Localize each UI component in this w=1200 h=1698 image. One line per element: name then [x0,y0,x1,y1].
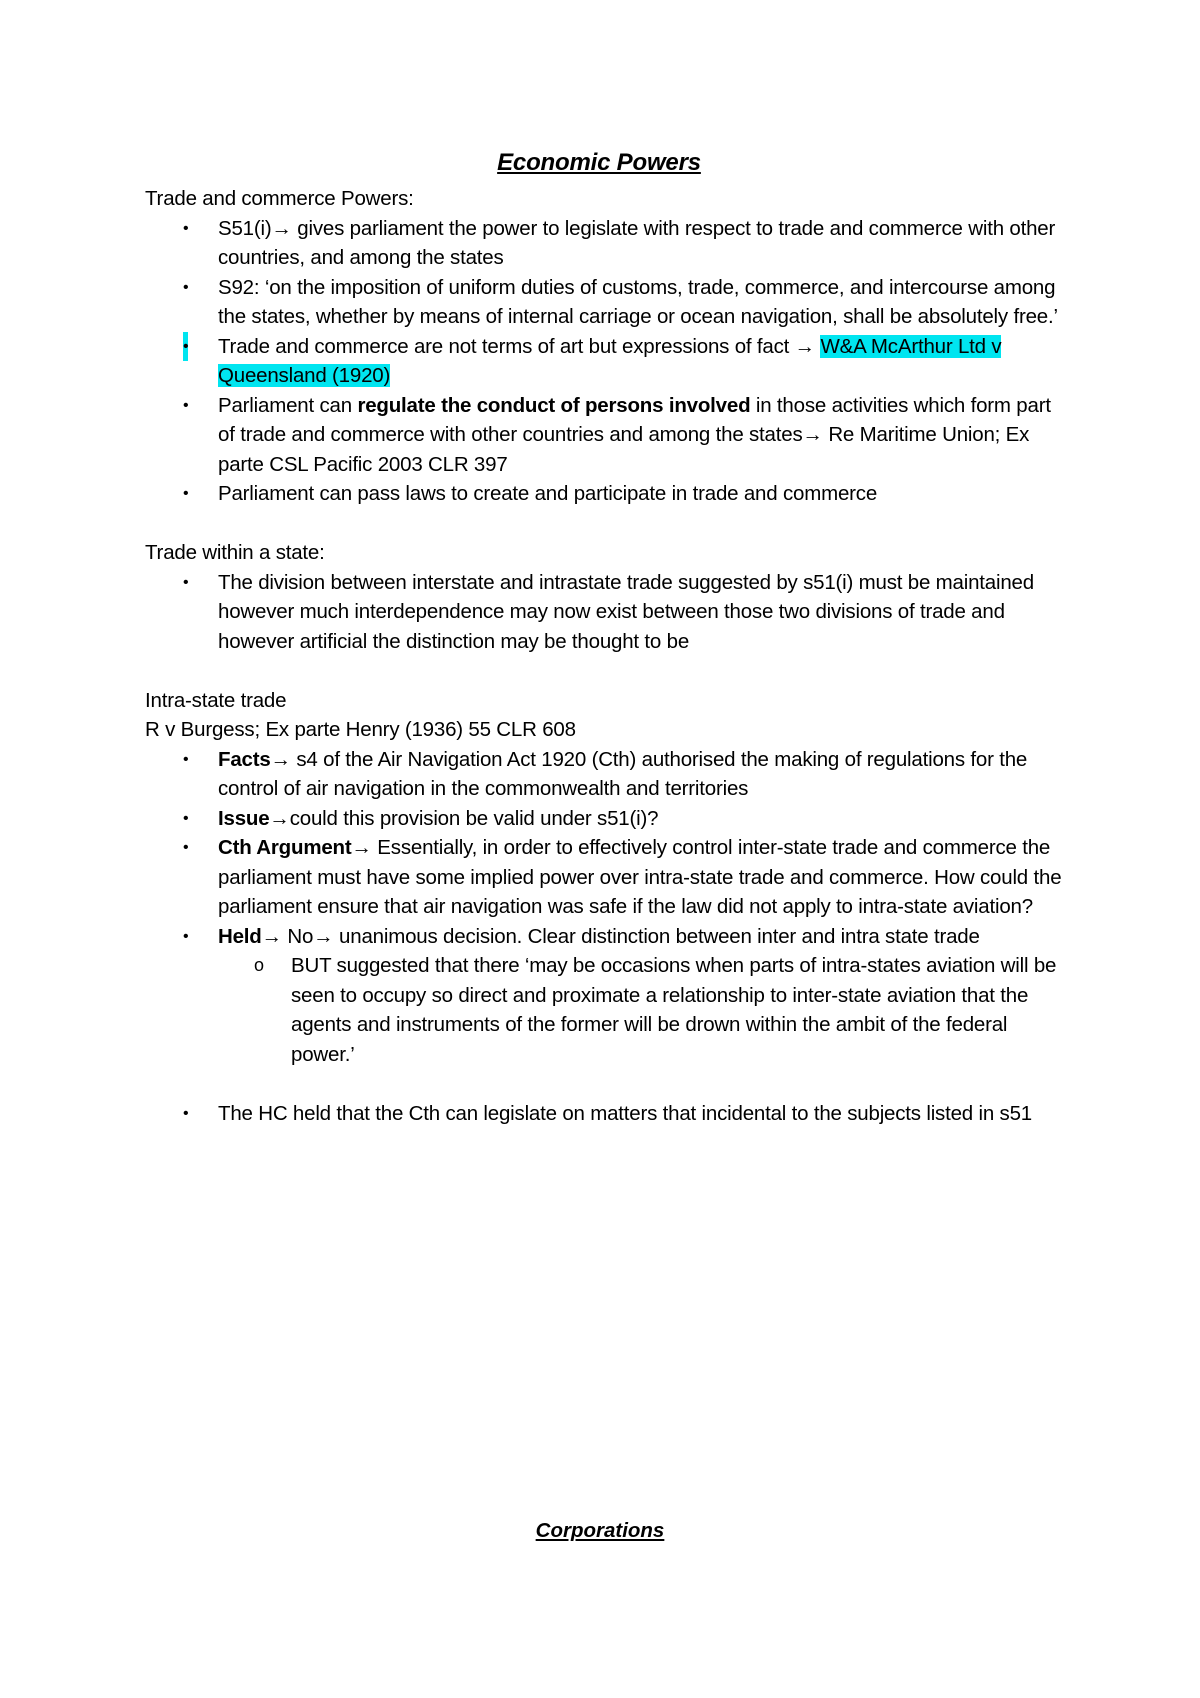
bullet-icon: • [183,332,188,362]
arrow-icon: → [271,216,292,240]
facts-label: Facts [218,747,271,771]
bullet-icon: • [183,278,189,296]
list-item [145,922,1065,1070]
arrow-icon: → [261,924,282,948]
list-item [145,568,1065,657]
bold-text: regulate the conduct of persons involved [357,393,751,417]
case-citation: Re Maritime Union; Ex parte CSL Pacific 2003 CLR 397 [218,423,1030,476]
held-label: Held [218,924,262,948]
list-item-text: s4 of the Air Navigation Act 1920 (Cth) authorised the making of regulations for the control of air navigation in the commonwealth and territories [218,747,1028,800]
bullet-list-within-state [145,568,1065,657]
bullet-icon: • [183,485,189,502]
list-item [145,479,1065,509]
bullet-icon: • [183,927,189,945]
list-item-text: The HC held that the Cth can legislate on matters that incidental to the subjects listed in s51 [218,1101,1032,1125]
list-item [145,1099,1065,1129]
bullet-icon: • [183,750,189,768]
arrow-icon: → [802,423,823,446]
spacer [145,509,1065,539]
arrow-icon: → [351,836,372,859]
section-heading-intra-state: Intra-state trade [145,688,287,712]
bullet-list-intra-state [145,745,1065,1070]
list-item [145,833,1065,922]
list-item-text: Trade and commerce are not terms of art but expressions of fact [218,334,795,358]
list-item [145,214,1065,273]
held-no-text: No [281,924,314,948]
bullet-list-hc [145,1099,1065,1129]
arrow-icon: → [313,924,334,948]
arrow-icon: → [794,334,815,358]
circle-bullet-icon: o [254,955,264,975]
next-section-title: Corporations [535,1519,665,1542]
list-item-text: Essentially, in order to effectively control inter-state trade and commerce the parliament must have some implied power over intra-state trade and commerce. How could the parliament ensure that air navigation was safe if the law did not apply to intra-state aviation? [218,836,1062,918]
list-item-text: Parliament can [218,393,358,417]
page-title: Economic Powers [497,149,701,176]
bullet-icon: • [183,839,189,856]
list-item [145,745,1065,804]
list-item-text: unanimous decision. Clear distinction between inter and intra state trade [333,924,980,948]
bullet-list-trade-commerce [145,214,1065,509]
cth-argument-label: Cth Argument [218,836,352,859]
sub-list-item [218,951,1065,1069]
list-item-text: gives parliament the power to legislate with respect to trade and commerce with other countries, and among the states [218,216,1056,269]
list-item-text: in those activities which form part of trade and commerce with other countries and among the states [218,393,1051,446]
document-body [145,146,1065,1128]
list-item-text: The division between interstate and intrastate trade suggested by s51(i) must be maintained however much interdependence may now exist between those two divisions of trade and however artificial the distinction may be thought to be [218,570,1034,653]
list-item-text: S92: ‘on the imposition of uniform duties of customs, trade, commerce, and intercourse among the states, whether by means of internal carriage or ocean navigation, shall be absolutely free.’ [218,275,1058,328]
bullet-icon: • [183,809,189,827]
bullet-icon: • [183,219,189,237]
bullet-icon: • [183,573,189,591]
arrow-icon: → [269,806,290,830]
list-item-text: could this provision be valid under s51(i)? [289,806,659,830]
arrow-icon: → [270,747,291,771]
bullet-icon: • [183,396,189,414]
list-item-text: Parliament can pass laws to create and participate in trade and commerce [218,482,878,505]
section-heading-within-state: Trade within a state: [145,541,325,564]
spacer [145,1069,1065,1099]
bullet-icon: • [183,1104,189,1122]
case-name: R v Burgess; Ex parte Henry (1936) 55 CLR 608 [145,718,576,741]
issue-label: Issue [218,806,270,830]
list-item [145,804,1065,834]
case-citation-highlight: W&A McArthur Ltd v Queensland (1920) [218,334,1002,387]
sub-bullet-list [218,951,1065,1069]
sub-list-item-text: BUT suggested that there ‘may be occasions when parts of intra-states aviation will be seen to occupy so direct and proximate a relationship to inter-state aviation that the agents and instruments of the former will be drown within the ambit of the federal power.’ [291,954,1057,1066]
list-item [145,273,1065,332]
list-item [145,391,1065,480]
list-item [145,332,1065,391]
section-heading-trade-commerce: Trade and commerce Powers: [145,187,414,210]
list-item-text: S51(i) [218,216,272,240]
spacer [145,656,1065,686]
